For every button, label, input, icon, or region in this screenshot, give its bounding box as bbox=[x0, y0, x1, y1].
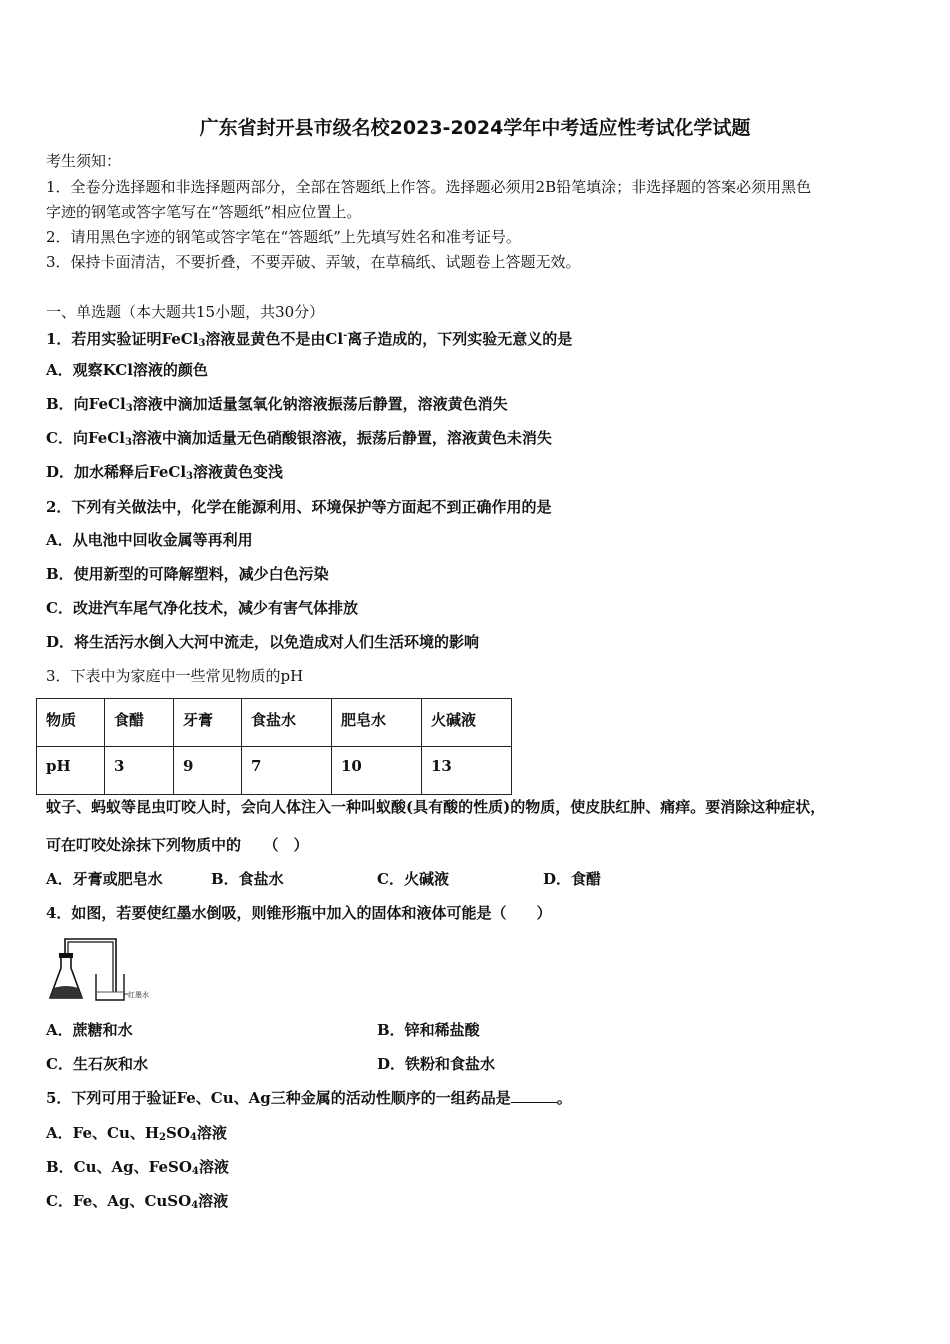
stopper-icon bbox=[59, 953, 73, 958]
ph-table bbox=[36, 698, 512, 795]
notice-item-2: 2．请用黑色字迹的钢笔或答字笔在“答题纸”上先填写姓名和准考证号。 bbox=[46, 228, 521, 246]
q3-option-b: B．食盐水 bbox=[211, 870, 284, 888]
q1-stem: 1．若用实验证明FeCl$_3$溶液显黄色不是由Cl-离子造成的，下列实验无意义的是 bbox=[46, 330, 573, 349]
table-cell: 10 bbox=[332, 747, 422, 795]
apparatus-figure bbox=[44, 934, 154, 1006]
q1-option-b: B．向FeCl$_3$溶液中滴加适量氢氧化钠溶液振荡后静置，溶液黄色消失 bbox=[46, 395, 508, 414]
table-cell: 9 bbox=[174, 747, 242, 795]
q1-option-c: C．向FeCl$_3$溶液中滴加适量无色硝酸银溶液，振荡后静置，溶液黄色未消失 bbox=[46, 429, 552, 448]
q1-option-a: A．观察KCl溶液的颜色 bbox=[46, 361, 208, 379]
notice-item-1-line-1: 1．全卷分选择题和非选择题两部分，全部在答题纸上作答。选择题必须用2B铅笔填涂；非选择题的答案必须用黑色 bbox=[46, 178, 812, 196]
section-heading: 一、单选题（本大题共15小题，共30分） bbox=[46, 303, 325, 321]
q2-option-b: B．使用新型的可降解塑料，减少白色污染 bbox=[46, 565, 329, 583]
table-row bbox=[37, 699, 512, 747]
notice-heading: 考生须知： bbox=[46, 152, 122, 170]
q5-option-b: B．Cu、Ag、FeSO$_4$溶液 bbox=[46, 1158, 229, 1177]
table-cell: 7 bbox=[242, 747, 332, 795]
q3-text-line-2: 可在叮咬处涂抹下列物质中的 （ ） bbox=[46, 836, 309, 854]
q3-option-a: A．牙膏或肥皂水 bbox=[46, 870, 163, 888]
flask-contents bbox=[50, 986, 82, 998]
q3-text-line-1: 蚊子、蚂蚁等昆虫叮咬人时，会向人体注入一种叫蚁酸(具有酸的性质)的物质，使皮肤红肿、痛痒。要消除这种症状， bbox=[46, 798, 826, 816]
beaker-icon bbox=[96, 974, 124, 1000]
q4-option-c: C．生石灰和水 bbox=[46, 1055, 148, 1073]
table-cell: 13 bbox=[422, 747, 512, 795]
q4-option-d: D．铁粉和食盐水 bbox=[377, 1055, 496, 1073]
q4-option-b: B．锌和稀盐酸 bbox=[377, 1021, 480, 1039]
q5-stem: 5．下列可用于验证Fe、Cu、Ag三种金属的活动性顺序的一组药品是 。 bbox=[46, 1089, 572, 1107]
q3-option-c: C．火碱液 bbox=[377, 870, 449, 888]
q2-option-d: D．将生活污水倒入大河中流走，以免造成对人们生活环境的影响 bbox=[46, 633, 480, 651]
table-cell: 肥皂水 bbox=[332, 699, 422, 747]
q1-option-d: D．加水稀释后FeCl$_3$溶液黄色变浅 bbox=[46, 463, 284, 482]
q3-stem: 3．下表中为家庭中一些常见物质的pH bbox=[46, 667, 304, 685]
q4-option-a: A．蔗糖和水 bbox=[46, 1021, 133, 1039]
page-title: 广东省封开县市级名校2023-2024学年中考适应性考试化学试题 bbox=[199, 117, 751, 139]
figure-label: 红墨水 bbox=[128, 991, 149, 999]
answer-blank bbox=[511, 1088, 557, 1103]
q5-option-a: A．Fe、Cu、$H_2SO_4$溶液 bbox=[46, 1124, 227, 1143]
table-cell: pH bbox=[37, 747, 105, 795]
table-cell: 火碱液 bbox=[422, 699, 512, 747]
q5-option-c: C．Fe、Ag、CuSO$_4$溶液 bbox=[46, 1192, 229, 1211]
q3-option-d: D．食醋 bbox=[543, 870, 602, 888]
table-cell: 3 bbox=[105, 747, 174, 795]
q2-stem: 2．下列有关做法中，化学在能源利用、环境保护等方面起不到正确作用的是 bbox=[46, 498, 552, 516]
table-cell: 食盐水 bbox=[242, 699, 332, 747]
glass-tube bbox=[65, 939, 116, 992]
notice-item-1-line-2: 字迹的钢笔或答字笔写在“答题纸”相应位置上。 bbox=[46, 203, 362, 221]
table-cell: 食醋 bbox=[105, 699, 174, 747]
table-cell: 牙膏 bbox=[174, 699, 242, 747]
notice-item-3: 3．保持卡面清洁，不要折叠，不要弄破、弄皱，在草稿纸、试题卷上答题无效。 bbox=[46, 253, 581, 271]
table-row bbox=[37, 747, 512, 795]
q4-stem: 4．如图，若要使红墨水倒吸，则锥形瓶中加入的固体和液体可能是（ ） bbox=[46, 904, 552, 922]
table-cell: 物质 bbox=[37, 699, 105, 747]
q2-option-c: C．改进汽车尾气净化技术，减少有害气体排放 bbox=[46, 599, 358, 617]
q2-option-a: A．从电池中回收金属等再利用 bbox=[46, 531, 253, 549]
